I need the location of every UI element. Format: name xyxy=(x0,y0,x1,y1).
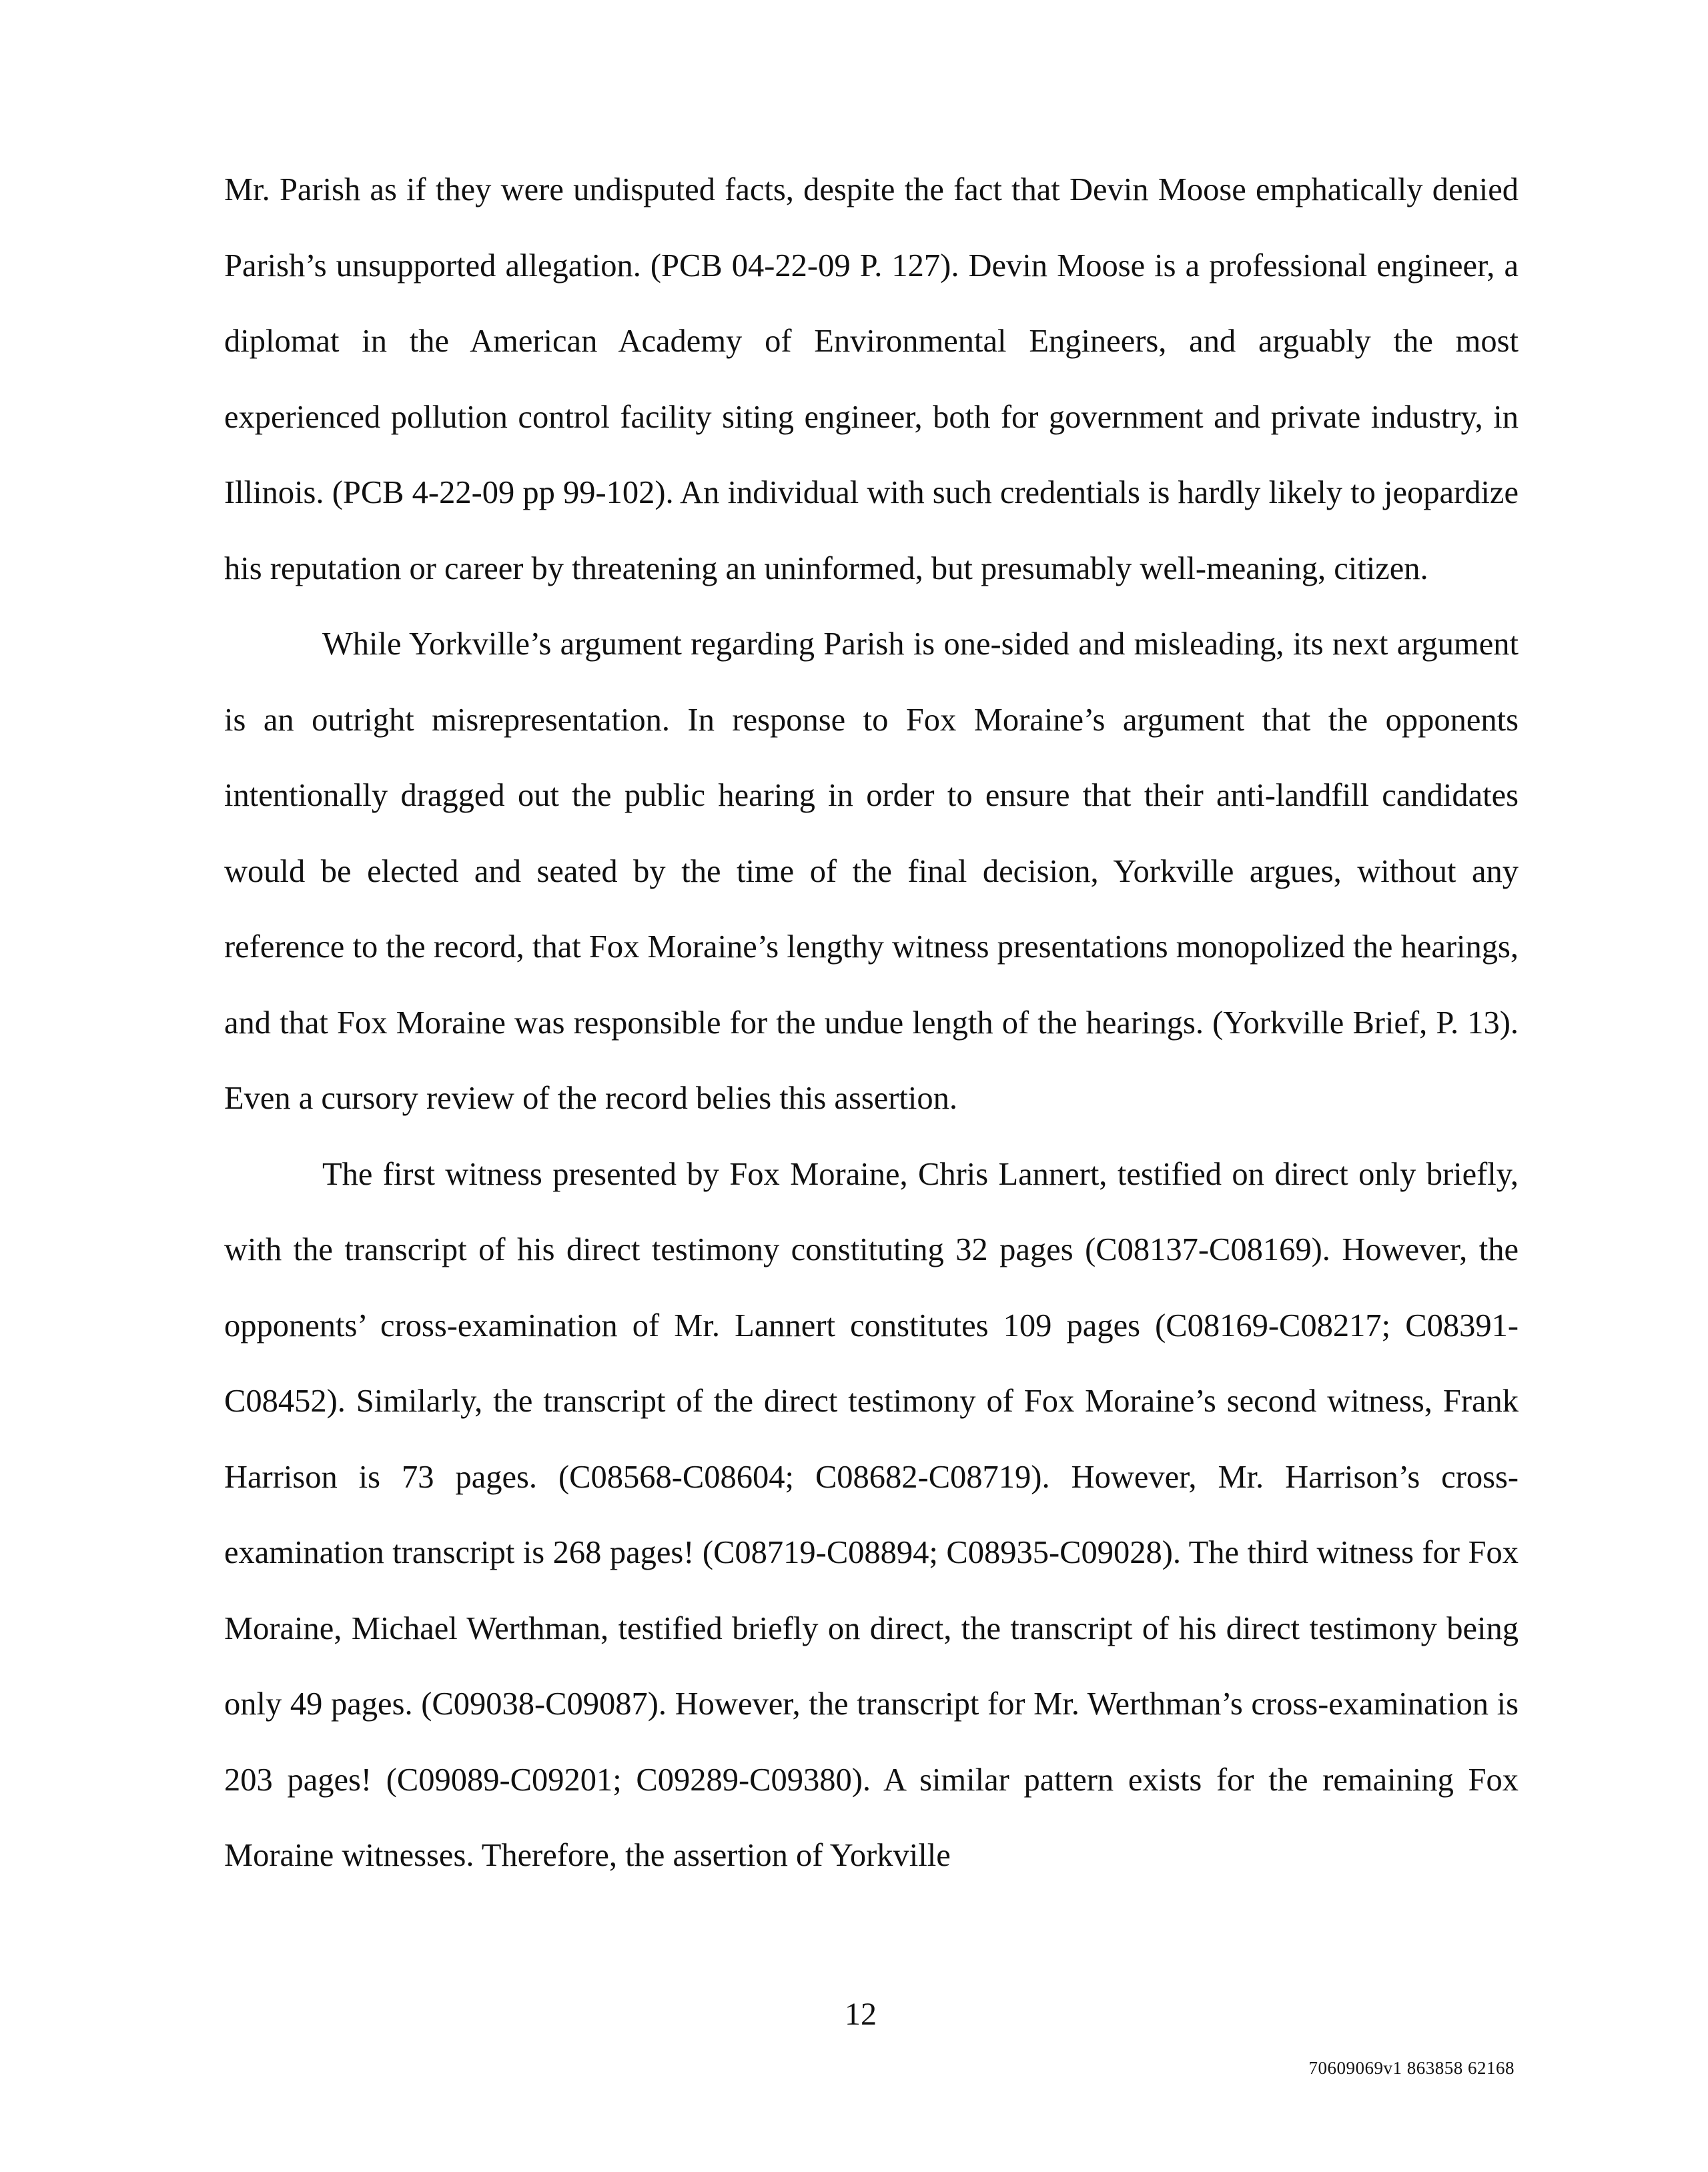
document-id: 70609069v1 863858 62168 xyxy=(1308,2058,1515,2078)
document-body xyxy=(224,152,1519,1894)
paragraph-1: Mr. Parish as if they were undisputed facts, despite the fact that Devin Moose emphatically denied Parish’s unsupported allegation. (PCB 04-22-09 P. 127). Devin Moose is a professional engineer, a diplomat in the American Academy of Environmental Engineers, and arguably the most experienced pollution control facility siting engineer, both for government and private industry, in Illinois. (PCB 4-22-09 pp 99-102). An individual with such credentials is hardly likely to jeopardize his reputation or career by threatening an uninformed, but presumably well-meaning, citizen. xyxy=(224,172,1519,586)
paragraph-2: While Yorkville’s argument regarding Parish is one-sided and misleading, its next argument is an outright misrepresentation. In response to Fox Moraine’s argument that the opponents intentionally dragged out the public hearing in order to ensure that their anti-landfill candidates would be elected and seated by the time of the final decision, Yorkville argues, without any reference to the record, that Fox Moraine’s lengthy witness presentations monopolized the hearings, and that Fox Moraine was responsible for the undue length of the hearings. (Yorkville Brief, P. 13). Even a cursory review of the record belies this assertion. xyxy=(224,626,1519,1116)
paragraph-3: The first witness presented by Fox Moraine, Chris Lannert, testified on direct only briefly, with the transcript of his direct testimony constituting 32 pages (C08137-C08169). However, the opponents’ cross-examination of Mr. Lannert constitutes 109 pages (C08169-C08217; C08391-C08452). Similarly, the transcript of the direct testimony of Fox Moraine’s second witness, Frank Harrison is 73 pages. (C08568-C08604; C08682-C08719). However, Mr. Harrison’s cross-examination transcript is 268 pages! (C08719-C08894; C08935-C09028). The third witness for Fox Moraine, Michael Werthman, testified briefly on direct, the transcript of his direct testimony being only 49 pages. (C09038-C09087). However, the transcript for Mr. Werthman’s cross-examination is 203 pages! (C09089-C09201; C09289-C09380). A similar pattern exists for the remaining Fox Moraine witnesses. Therefore, the assertion of Yorkville xyxy=(224,1156,1519,1873)
page-number: 12 xyxy=(845,1997,877,2032)
